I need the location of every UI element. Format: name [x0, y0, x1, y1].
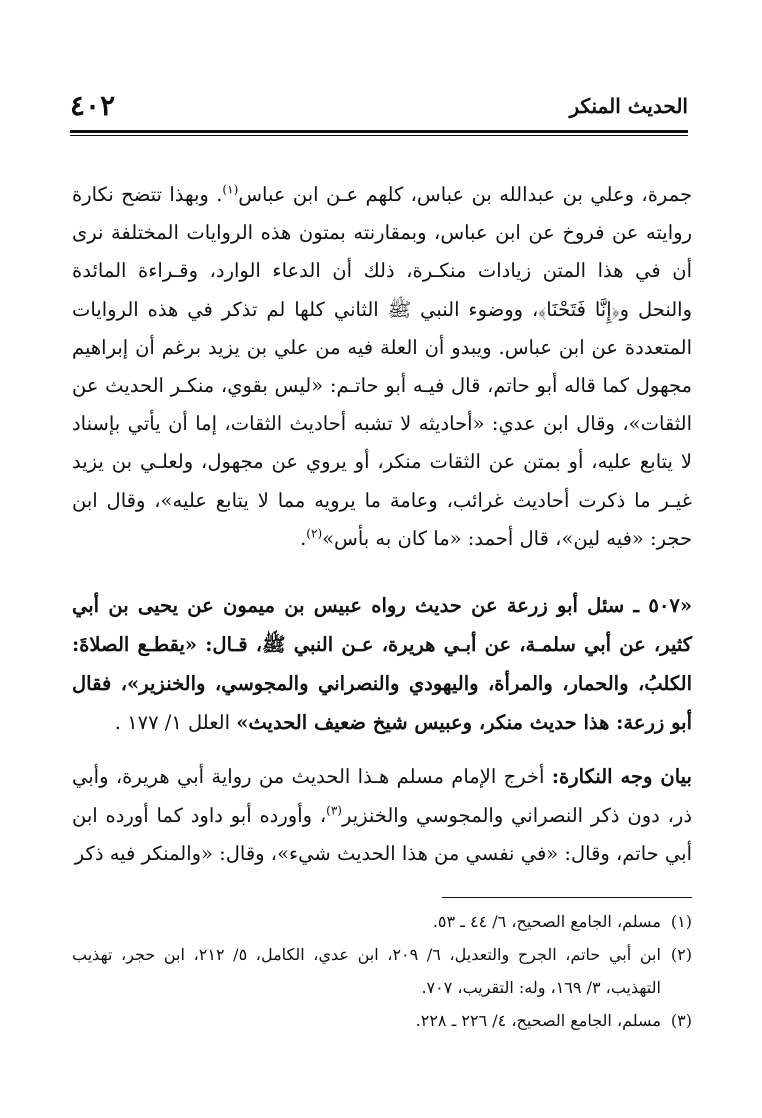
paragraph-3-text-a: أخرج الإمام مسلم هـذا الحديث من رواية أبي هريرة، وأبي ذر، دون ذكر النصراني والمجوسي والخنزير	[72, 765, 692, 827]
paragraph-1-text-b: . وبهذا تتضح نكارة روايته عن فروخ عن ابن عباس، وبمقارنته بمتون هذه الروايات المختلفة نرى أن في هذا المتن زيادات منكـرة، ذلك أن الدعاء الوارد، وقـراءة المائدة والنحل و﴿إِنَّا فَتَحْنَا﴾، ووضوء النبي ﷺ الثاني كلها لم تذكر في هذه الروايات المتعددة عن ابن عباس. ويبدو أن العلة فيه من علي بن يزيد برغم أن إبراهيم مجهول كما قاله أبو حاتم، قال فيـه أبو حاتـم: «ليس بقوي، منكـر الحديث عن الثقات»، وقال ابن عدي: «أحاديثه لا تشبه أحاديث الثقات، إما أن يأتي بإسناد لا يتابع عليه، أو بمتن عن الثقات منكر، أو يروي عن مجهول، ولعلـي بن يزيد غيـر ما ذكرت أحاديث غرائب، وعامة ما يرويه مما لا يتابع عليه»، وقال ابن حجر: «فيه لين»، قال أحمد: «ما كان به بأس»	[72, 183, 692, 550]
footnote-1	[72, 905, 692, 938]
page-header	[70, 86, 688, 130]
paragraph-1-text-a: جمرة، وعلي بن عبدالله بن عباس، كلهم عـن ابن عباس	[238, 183, 693, 206]
footnote-number: (٢)	[670, 945, 692, 964]
section-label: بيان وجه النكارة:	[551, 765, 692, 788]
footnote-2	[72, 938, 692, 1004]
footnote-number: (١)	[670, 912, 692, 931]
footnote-text: مسلم، الجامع الصحيح، ٦/ ٤٤ ـ ٥٣.	[432, 912, 661, 931]
paragraph-3	[72, 758, 692, 874]
paragraph-2	[72, 586, 692, 742]
footnote-3	[72, 1004, 692, 1037]
footnote-ref-3: (٣)	[326, 803, 342, 817]
paragraph-1-text-c: .	[300, 526, 307, 550]
footnotes	[72, 905, 692, 1037]
header-rule-thin	[70, 135, 688, 136]
header-rule	[70, 130, 688, 133]
footnote-number: (٣)	[670, 1011, 692, 1030]
running-title: الحديث المنكر	[569, 94, 688, 118]
footnote-ref-2: (٢)	[306, 526, 323, 541]
footnote-ref-1: (١)	[222, 182, 239, 197]
paragraph-3-text-b: ، وأورده أبو داود كما أورده ابن أبي حاتم، وقال: «في نفسي من هذا الحديث شيء»، وقال: «والمنكر فيه ذكر	[72, 803, 692, 865]
paragraph-1	[72, 176, 692, 558]
footnote-separator	[442, 897, 692, 898]
page-number: ٤٠٢	[70, 89, 116, 122]
paragraph-2-source: العلل ١/ ١٧٧ .	[114, 711, 237, 734]
footnote-text: مسلم، الجامع الصحيح، ٤/ ٢٢٦ ـ ٢٢٨.	[415, 1011, 661, 1030]
footnote-text: ابن أبي حاتم، الجرح والتعديل، ٦/ ٢٠٩، ابن عدي، الكامل، ٥/ ٢١٢، ابن حجر، تهذيب التهذيب، ٣/ ١٦٩، وله: التقريب، ٧٠٧.	[72, 945, 661, 997]
paragraph-2-quote: «٥٠٧ ـ سئل أبو زرعة عن حديث رواه عبيس بن ميمون عن يحيى بن أبي كثير، عن أبي سلمـة، عن أبـي هريرة، عـن النبي ﷺ، قـال: «يقطـع الصلاةَ: الكلبُ، والحمار، والمرأة، واليهودي والنصراني والمجوسي، والخنزير»، فقال أبو زرعة: هذا حديث منكر، وعبيس شيخ ضعيف الحديث»	[72, 594, 692, 734]
